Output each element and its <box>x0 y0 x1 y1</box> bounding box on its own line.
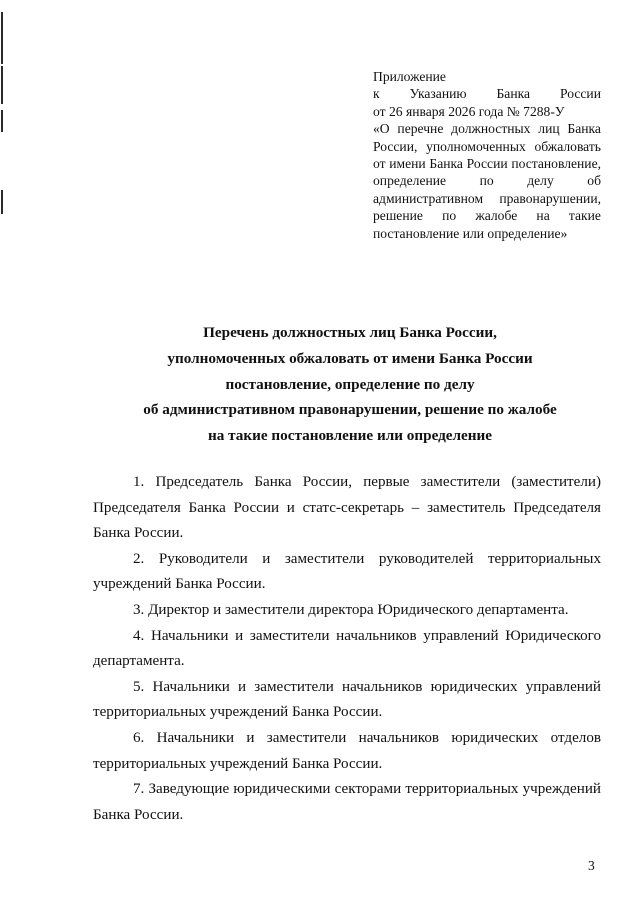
list-item-line: Банка России. <box>93 525 184 542</box>
appendix-line: постановление или определение» <box>373 225 568 241</box>
title-line: Перечень должностных лиц Банка России, <box>203 324 497 341</box>
list-item-first-line: 3. Директор и заместители директора Юридического департамента. <box>133 601 569 618</box>
officials-list <box>93 470 601 828</box>
appendix-line: определение по делу об <box>373 173 601 189</box>
list-item-first-line: 1. Председатель Банка России, первые заместители (заместители) <box>133 474 601 490</box>
appendix-header <box>373 68 601 242</box>
page-number: 3 <box>588 858 595 873</box>
list-item <box>93 624 601 675</box>
scan-mark <box>1 12 3 64</box>
scan-mark <box>1 66 3 104</box>
list-item-line: территориальных учреждений Банка России. <box>93 755 383 772</box>
list-item <box>93 598 601 624</box>
title-line: на такие постановление или определение <box>207 427 493 445</box>
list-item-first-line: 7. Заведующие юридическими секторами территориальных учреждений <box>133 781 601 798</box>
list-item-line: территориальных учреждений Банка России. <box>93 704 383 721</box>
list-item <box>93 777 601 828</box>
appendix-line: «О перечне должностных лиц Банка <box>373 121 601 137</box>
list-item <box>93 470 601 547</box>
list-item <box>93 726 601 777</box>
appendix-line: Приложение <box>373 69 446 84</box>
scan-mark <box>1 190 3 214</box>
list-item-first-line: 4. Начальники и заместители начальников управлений Юридического <box>133 627 601 644</box>
list-item-first-line: 5. Начальники и заместители начальников юридических управлений <box>133 678 601 695</box>
list-item-line: Банка России. <box>93 806 184 823</box>
title-line: об административном правонарушении, решение по жалобе <box>143 401 557 419</box>
scan-mark <box>1 110 3 132</box>
list-item-line: учреждений Банка России. <box>93 576 266 593</box>
appendix-line: России, уполномоченных обжаловать <box>373 138 601 154</box>
list-item-first-line: 2. Руководители и заместители руководителей территориальных <box>133 550 601 567</box>
list-item <box>93 675 601 726</box>
appendix-line: от 26 января 2026 года № 7288-У <box>373 103 565 119</box>
list-item <box>93 547 601 598</box>
appendix-line: решение по жалобе на такие <box>373 208 601 224</box>
appendix-line: от имени Банка России постановление, <box>373 156 602 172</box>
title-line: постановление, определение по делу <box>225 375 475 393</box>
list-item-first-line: 6. Начальники и заместители начальников юридических отделов <box>133 729 601 746</box>
appendix-line: административном правонарушении, <box>373 190 601 206</box>
title-line: уполномоченных обжаловать от имени Банка России <box>167 349 533 367</box>
document-title <box>60 320 640 449</box>
appendix-line: к Указанию Банка России <box>373 86 601 102</box>
list-item-line: департамента. <box>93 653 185 670</box>
list-item-line: Председателя Банка России и статс-секретарь – заместитель Председателя <box>93 499 601 516</box>
